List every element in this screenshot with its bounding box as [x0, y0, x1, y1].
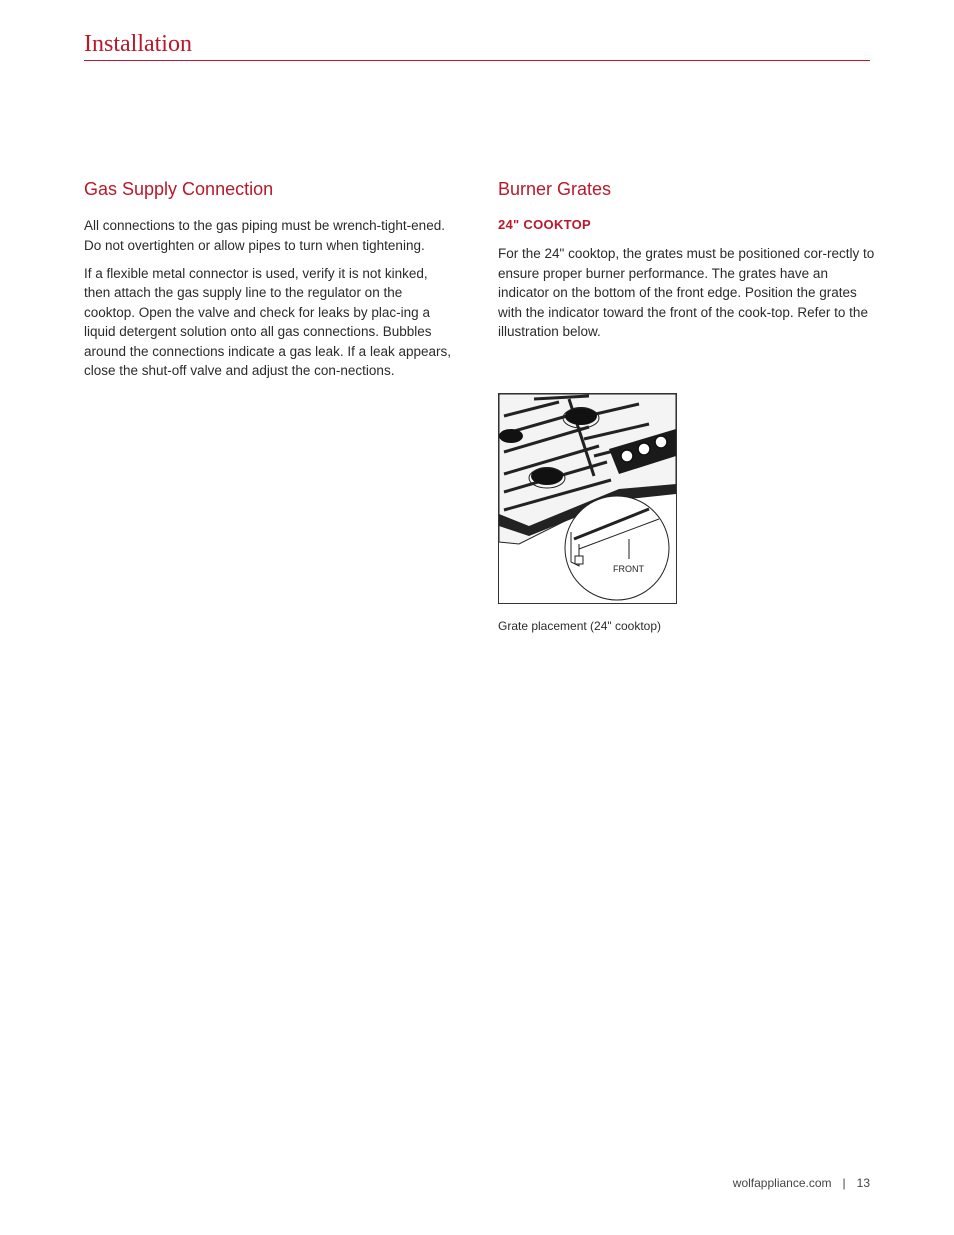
- page-footer: [733, 1174, 870, 1192]
- footer-separator: |: [842, 1176, 846, 1190]
- burner-grates-heading: Burner Grates: [498, 179, 612, 199]
- gas-supply-section: [84, 176, 454, 389]
- burner-grates-section: [498, 176, 882, 350]
- title-rule: [84, 60, 870, 61]
- grate-placement-illustration: [498, 393, 677, 604]
- front-label: FRONT: [613, 564, 644, 574]
- burner-grates-paragraph: For the 24" cooktop, the grates must be positioned cor-rectly to ensure proper burner performance. The grates have an indicator on the bottom of the front edge. Position the grates with the indicator toward the front of the cook-top. Refer to the illustration below.: [498, 246, 875, 339]
- front-indicator-callout: [565, 496, 669, 600]
- page-number: 13: [856, 1176, 870, 1190]
- page-title: Installation: [84, 31, 192, 57]
- cooktop-drawing: [499, 394, 676, 603]
- cooktop-subheading: 24" COOKTOP: [498, 217, 592, 232]
- footer-website: wolfappliance.com: [732, 1176, 832, 1190]
- gas-supply-paragraph-1: All connections to the gas piping must be wrench-tight-ened. Do not overtighten or allow pipes to turn when tightening.: [84, 218, 445, 253]
- gas-supply-heading: Gas Supply Connection: [84, 179, 274, 199]
- figure-caption: Grate placement (24" cooktop): [498, 619, 662, 633]
- gas-supply-paragraph-2: If a flexible metal connector is used, verify it is not kinked, then attach the gas supply line to the regulator on the cooktop. Open the valve and check for leaks by plac-ing a liquid detergent solution onto all gas connections. Bubbles around the connections indicate a gas leak. If a leak appears, close the shut-off valve and adjust the con-nections.: [84, 265, 451, 378]
